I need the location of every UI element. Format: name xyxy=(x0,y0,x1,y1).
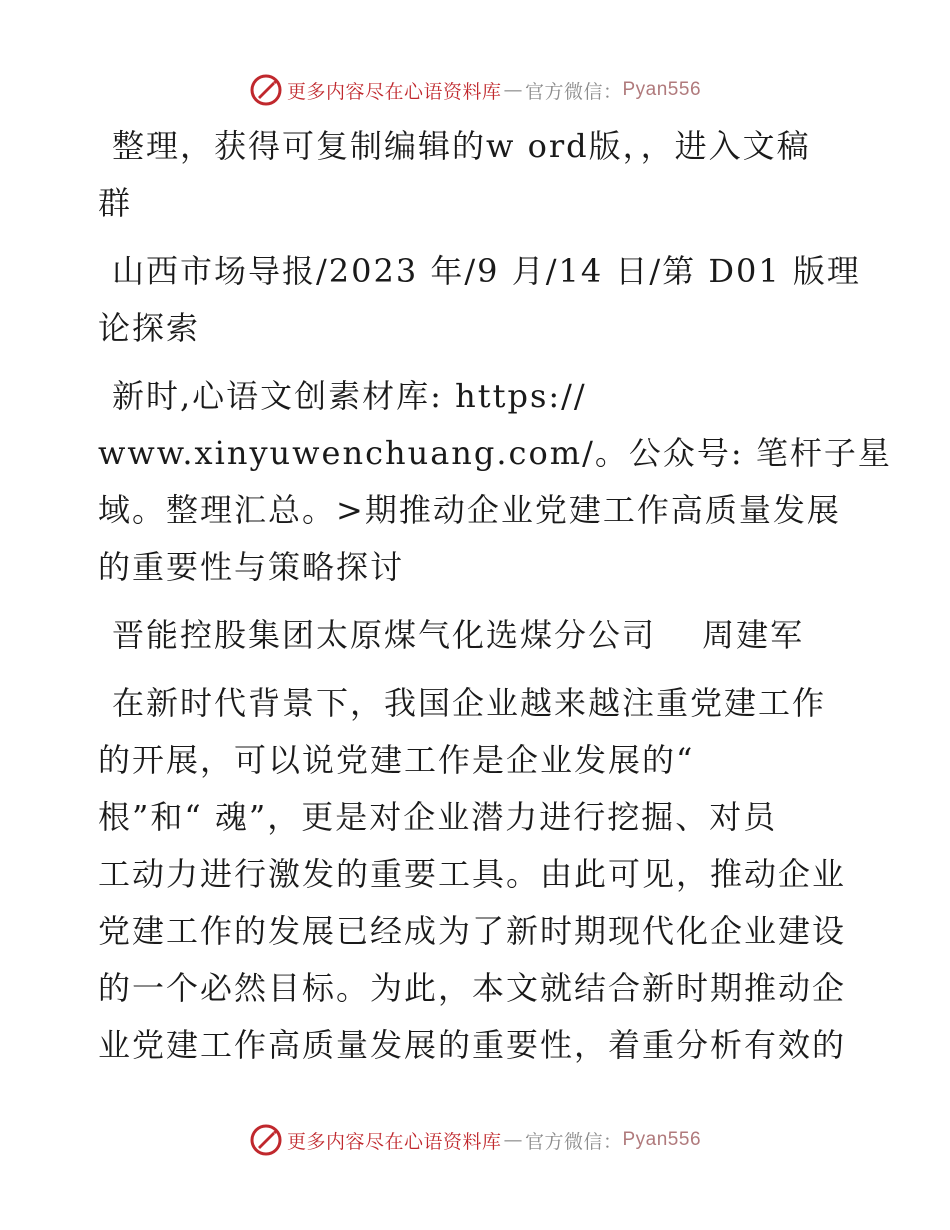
text-line: 晋能控股集团太原煤气化选煤分公司 周建军 xyxy=(112,616,805,654)
text-line: 山西市场导报/2023 年/9 月/14 日/第 D01 版理 xyxy=(112,252,861,290)
paragraph-note xyxy=(98,118,858,232)
banner-wechat-id: Pyan556 xyxy=(622,1129,702,1150)
banner-text: 更多内容尽在心语资料库 xyxy=(286,1130,502,1153)
text-line: 新时,心语文创素材库: https:// xyxy=(112,377,587,415)
banner-wechat-label: 官方微信： xyxy=(524,80,623,103)
text-line: www.xinyuwenchuang.com/。公众号: 笔杆子星 xyxy=(98,434,892,472)
banner-wechat-label: 官方微信： xyxy=(524,1130,623,1153)
text-line: 群 xyxy=(98,184,133,222)
text-line: 域。整理汇总。>期推动企业党建工作高质量发展 xyxy=(98,491,841,529)
quill-logo-icon xyxy=(249,1123,283,1157)
text-line: 党建工作的发展已经成为了新时期现代化企业建设 xyxy=(98,912,847,950)
banner-wechat-id: Pyan556 xyxy=(622,79,702,100)
paragraph-title xyxy=(98,368,892,596)
paragraph-source xyxy=(98,243,861,357)
footer-banner xyxy=(0,1120,950,1160)
paragraph-intro xyxy=(98,675,858,1074)
text-line: 的重要性与策略探讨 xyxy=(98,548,405,586)
header-banner xyxy=(0,70,950,110)
text-line: 在新时代背景下，我国企业越来越注重党建工作 xyxy=(112,684,827,722)
paragraph-author xyxy=(98,607,858,664)
text-line: 根”和“ 魂”，更是对企业潜力进行挖掘、对员 xyxy=(98,798,778,836)
banner-text: 更多内容尽在心语资料库 xyxy=(286,80,502,103)
text-line: 的一个必然目标。为此，本文就结合新时期推动企 xyxy=(98,969,847,1007)
text-line: 的开展，可以说党建工作是企业发展的“ xyxy=(98,741,695,779)
banner-separator: — xyxy=(503,1129,523,1151)
banner-separator: — xyxy=(503,79,523,101)
text-line: 整理，获得可复制编辑的w ord版，，进入文稿 xyxy=(112,127,811,165)
text-line: 论探索 xyxy=(98,309,201,347)
text-line: 工动力进行激发的重要工具。由此可见，推动企业 xyxy=(98,855,847,893)
text-line: 业党建工作高质量发展的重要性，着重分析有效的 xyxy=(98,1026,847,1064)
quill-logo-icon xyxy=(249,73,283,107)
document-body xyxy=(98,118,892,1085)
